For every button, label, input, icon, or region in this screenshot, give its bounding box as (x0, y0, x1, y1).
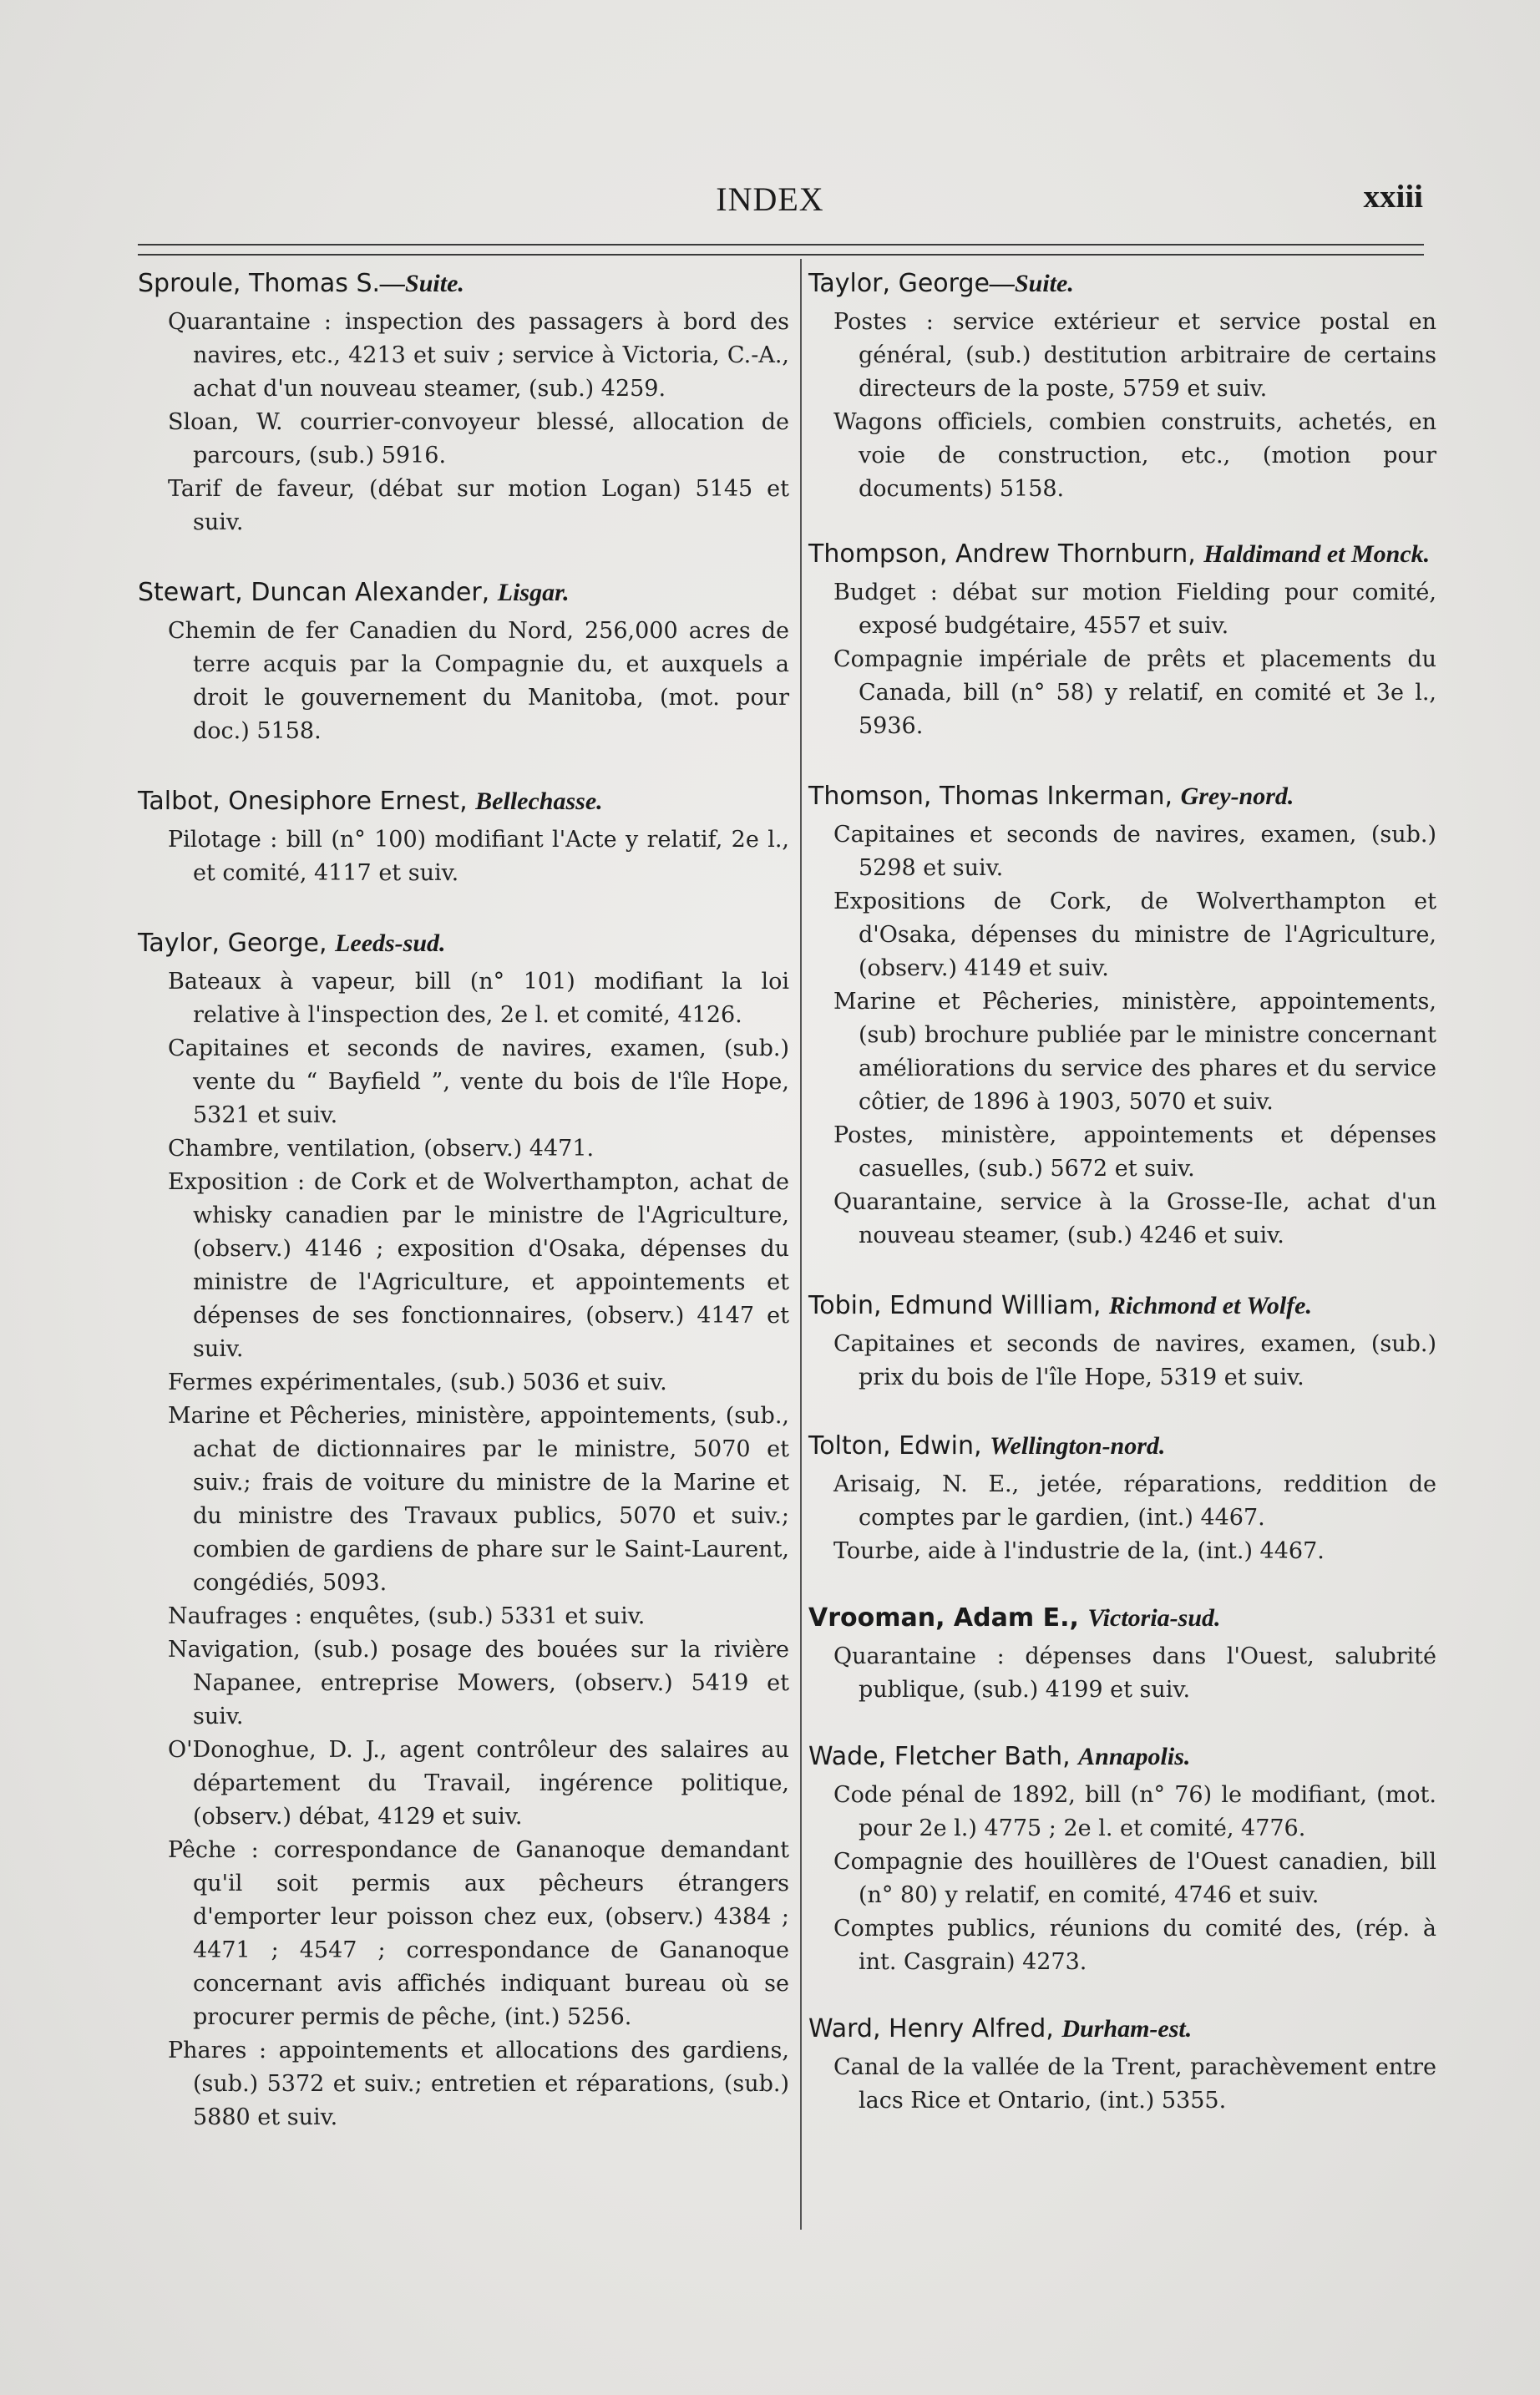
subject-line: Budget : débat sur motion Fielding pour comité, exposé budgétaire, 4557 et suiv. (833, 580, 1436, 639)
subject-line: Quarantaine, service à la Grosse-Ile, achat d'un nouveau steamer, (sub.) 4246 et suiv. (833, 1189, 1436, 1248)
entry-heading (808, 780, 1436, 813)
index-entry (808, 1289, 1436, 1395)
subject-line: Compagnie des houillères de l'Ouest canadien, bill (n° 80) y relatif, en comité, 4746 et suiv. (833, 1849, 1436, 1908)
member-name: Tobin, Edmund William, (808, 1291, 1102, 1320)
riding-name: Haldimand et Monck. (1203, 540, 1431, 568)
index-entry (808, 1740, 1436, 1979)
riding-name: Durham-est. (1061, 2015, 1193, 2043)
subject-line: Quarantaine : inspection des passagers à bord des navires, etc., 4213 et suiv ; service à Victoria, C.-A., achat d'un nouveau steamer, (sub.) 4259. (168, 309, 789, 402)
header-rule-bottom (138, 254, 1424, 256)
riding-name: —Suite. (989, 270, 1074, 297)
entry-heading (138, 267, 789, 301)
subject-line: Marine et Pêcheries, ministère, appointements, (sub., achat de dictionnaires par le ministre, 5070 et suiv.; frais de voiture du ministre de la Marine et du ministre des Travaux publics, 5070 et suiv.; combien de gardiens de phare sur le Saint-Laurent, congédiés, 5093. (168, 1403, 789, 1596)
member-name: Ward, Henry Alfred, (808, 2014, 1054, 2043)
subject-line: Tarif de faveur, (débat sur motion Logan) 5145 et suiv. (168, 476, 789, 535)
subject-line: Bateaux à vapeur, bill (n° 101) modifiant la loi relative à l'inspection des, 2e l. et comité, 4126. (168, 969, 789, 1028)
member-name: Talbot, Onesiphore Ernest, (138, 787, 468, 816)
riding-name: Wellington-nord. (990, 1432, 1166, 1460)
subject-line: Phares : appointements et allocations des gardiens, (sub.) 5372 et suiv.; entretien et réparations, (sub.) 5880 et suiv. (168, 2038, 789, 2130)
column-divider (800, 259, 802, 2230)
riding-name: Bellechasse. (475, 787, 603, 815)
entry-heading (808, 2013, 1436, 2046)
subject-line: Wagons officiels, combien construits, achetés, en voie de construction, etc., (motion pour documents) 5158. (833, 409, 1436, 502)
index-entry (808, 2013, 1436, 2118)
member-name: Sproule, Thomas S. (138, 269, 381, 298)
subject-line: Postes, ministère, appointements et dépenses casuelles, (sub.) 5672 et suiv. (833, 1122, 1436, 1182)
riding-name: Victoria-sud. (1087, 1604, 1221, 1632)
entry-heading (808, 1289, 1436, 1323)
subject-line: Exposition : de Cork et de Wolverthampton, achat de whisky canadien par le ministre de l'Agriculture, (observ.) 4146 ; exposition d'Osaka, dépenses du ministre de l'Agriculture, et appointements et dépenses de ses fonctionnaires, (observ.) 4147 et suiv. (168, 1169, 789, 1362)
entry-heading (138, 785, 789, 818)
subject-line: Quarantaine : dépenses dans l'Ouest, salubrité publique, (sub.) 4199 et suiv. (833, 1643, 1436, 1703)
subject-line: O'Donoghue, D. J., agent contrôleur des salaires au département du Travail, ingérence politique, (observ.) débat, 4129 et suiv. (168, 1737, 789, 1830)
right-column (808, 267, 1436, 2118)
member-name: Taylor, George, (138, 929, 327, 958)
entry-heading (808, 1740, 1436, 1774)
subject-line: Expositions de Cork, de Wolverthampton et d'Osaka, dépenses du ministre de l'Agriculture, (observ.) 4149 et suiv. (833, 889, 1436, 981)
subject-line: Capitaines et seconds de navires, examen, (sub.) 5298 et suiv. (833, 822, 1436, 881)
riding-name: Leeds-sud. (335, 929, 446, 957)
subject-line: Sloan, W. courrier-convoyeur blessé, allocation de parcours, (sub.) 5916. (168, 409, 789, 468)
member-name: Stewart, Duncan Alexander, (138, 578, 490, 607)
riding-name: Lisgar. (497, 579, 570, 606)
riding-name: Richmond et Wolfe. (1108, 1292, 1312, 1319)
subject-line: Pilotage : bill (n° 100) modifiant l'Acte y relatif, 2e l., et comité, 4117 et suiv. (168, 827, 789, 886)
entry-heading (808, 538, 1436, 571)
index-entry (808, 538, 1436, 743)
header-rule-top (138, 244, 1424, 246)
entry-heading (808, 1602, 1436, 1635)
subject-line: Capitaines et seconds de navires, examen, (sub.) prix du bois de l'île Hope, 5319 et suiv. (833, 1331, 1436, 1390)
entry-heading (808, 1430, 1436, 1463)
index-entry (808, 1602, 1436, 1707)
subject-line: Chemin de fer Canadien du Nord, 256,000 acres de terre acquis par la Compagnie du, et auxquels a droit le gouvernement du Manitoba, (mot. pour doc.) 5158. (168, 618, 789, 744)
subject-line: Code pénal de 1892, bill (n° 76) le modifiant, (mot. pour 2e l.) 4775 ; 2e l. et comité, 4776. (833, 1782, 1436, 1841)
index-entry (138, 576, 789, 748)
subject-line: Naufrages : enquêtes, (sub.) 5331 et suiv. (168, 1603, 646, 1629)
member-name: Tolton, Edwin, (808, 1431, 982, 1461)
page-title: INDEX (716, 180, 824, 218)
entry-heading (808, 267, 1436, 301)
subject-line: Canal de la vallée de la Trent, parachèvement entre lacs Rice et Ontario, (int.) 5355. (833, 2054, 1436, 2114)
index-entry (138, 927, 789, 2134)
member-name: Wade, Fletcher Bath, (808, 1742, 1071, 1771)
member-name: Thomson, Thomas Inkerman, (808, 782, 1173, 811)
member-name: Vrooman, Adam E., (808, 1603, 1079, 1633)
subject-line: Compagnie impériale de prêts et placements du Canada, bill (n° 58) y relatif, en comité et 3e l., 5936. (833, 646, 1436, 739)
subject-line: Capitaines et seconds de navires, examen, (sub.) vente du “ Bayfield ”, vente du bois de l'île Hope, 5321 et suiv. (168, 1035, 789, 1128)
subject-line: Marine et Pêcheries, ministère, appointements, (sub) brochure publiée par le ministre concernant améliorations du service des phares et du service côtier, de 1896 à 1903, 5070 et suiv. (833, 989, 1436, 1115)
subject-line: Chambre, ventilation, (observ.) 4471. (168, 1136, 595, 1162)
subject-line: Comptes publics, réunions du comité des, (rép. à int. Casgrain) 4273. (833, 1916, 1436, 1975)
member-name: Taylor, George (808, 269, 990, 298)
index-entry (138, 267, 789, 539)
member-name: Thompson, Andrew Thornburn, (808, 539, 1196, 569)
index-entry (808, 267, 1436, 506)
riding-name: Grey-nord. (1180, 782, 1294, 810)
index-entry (808, 780, 1436, 1253)
subject-line: Navigation, (sub.) posage des bouées sur la rivière Napanee, entreprise Mowers, (observ.) 5419 et suiv. (168, 1637, 789, 1729)
riding-name: Annapolis. (1078, 1743, 1191, 1770)
entry-heading (138, 927, 789, 960)
left-column (138, 267, 789, 2134)
subject-line: Pêche : correspondance de Gananoque demandant qu'il soit permis aux pêcheurs étrangers d'emporter leur poisson chez eux, (observ.) 4384 ; 4471 ; 4547 ; correspondance de Gananoque concernant avis affichés indiquant bureau où se procurer permis de pêche, (int.) 5256. (168, 1837, 789, 2030)
subject-line: Postes : service extérieur et service postal en général, (sub.) destitution arbitraire de certains directeurs de la poste, 5759 et suiv. (833, 309, 1436, 402)
subject-line: Fermes expérimentales, (sub.) 5036 et suiv. (168, 1370, 667, 1395)
entry-heading (138, 576, 789, 610)
page-number: xxiii (1363, 179, 1423, 215)
index-entry (138, 785, 789, 890)
riding-name: —Suite. (380, 270, 464, 297)
subject-line: Tourbe, aide à l'industrie de la, (int.) 4467. (833, 1538, 1325, 1564)
subject-line: Arisaig, N. E., jetée, réparations, reddition de comptes par le gardien, (int.) 4467. (833, 1471, 1436, 1531)
index-entry (808, 1430, 1436, 1568)
